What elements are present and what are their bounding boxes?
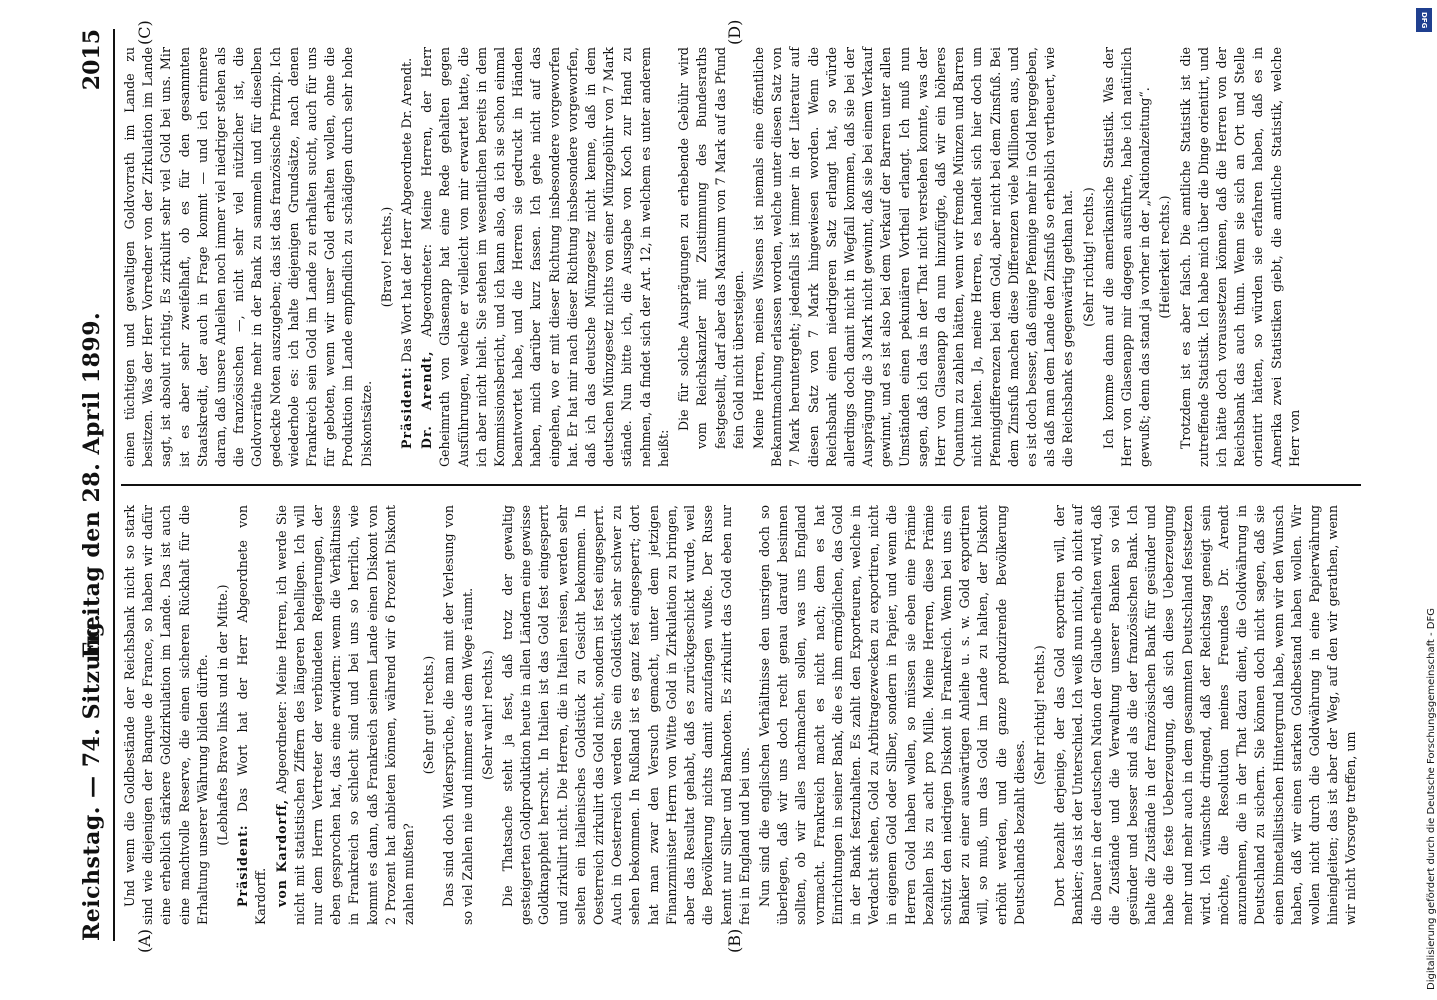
left-column bbox=[121, 505, 1361, 925]
speaker-name: Präsident: bbox=[235, 824, 251, 907]
paragraph: Dort bezahlt derjenige, der das Gold exportiren will, der Bankier; das ist der Unterschied. Ich weiß nun nicht, ob nicht auf die Dauer in der deutschen Nation der Glaube erhalten wird, daß die Zustände und die Verwaltung unserer Banken so viel gesünder und besser sind als die der französischen Bank. Ich halte die Zustände in der französischen Bank für gesünder und habe die feste Ueberzeugung, daß sich diese Ueberzeugung mehr und mehr auch in dem gesammten Deutschland festsetzen wird. Ich wünschte dringend, daß der Reichstag geneigt sein möchte, die Resolution meines Freundes Dr. Arendt anzunehmen, die in der That dazu dient, die Goldwährung in Deutschland zu sichern. Sie können doch nicht sagen, daß sie einen bimetallistischen Hintergrund habe, wenn wir den Wunsch haben, daß wir einen starken Goldbestand haben wollen. Wir wollen nicht durch die Goldwährung in eine Papierwährung hineingleiten; das ist aber der Weg, auf den wir gerathen, wenn wir nicht Vorsorge treffen, um bbox=[1052, 505, 1359, 925]
audience-reaction: (Sehr wahr! rechts.) bbox=[479, 650, 495, 780]
paragraph: Das sind doch Widersprüche, die man mit der Verlesung von so viel Zahlen nie und nimmer aus dem Wege räumt. bbox=[441, 505, 475, 925]
running-head bbox=[73, 29, 115, 941]
paragraph: Ich komme dann auf die amerikanische Statistik. Was der Herr von Glasenapp mir dagegen ausführte, habe ich natürlich gewußt; denn das stand ja vorher in der „Nationalzeitung“. bbox=[1100, 47, 1153, 467]
speaker-name: von Kardorff, bbox=[273, 798, 289, 907]
margin-letter-d: (D) bbox=[725, 19, 744, 45]
paragraph: Abgeordneter: Meine Herren, ich werde Sie nicht mit statistischen Ziffern des längeren behelligen. Ich will nur dem Herrn Vertreter der verbündeten Regierungen, der eben gesprochen hat, das eine erwidern: wenn die Verhältnisse in Frankreich so schlecht sind und bei uns so herrlich, wie kommt es dann, daß Frankreich seinem Lande einen Diskont von 2 Prozent hat anbieten können, während wir 6 Prozent Diskont zahlen mußten? bbox=[273, 505, 417, 925]
audience-reaction: (Sehr gut! rechts.) bbox=[421, 655, 437, 775]
margin-letter-c: (C) bbox=[135, 20, 154, 45]
margin-letter-a: (A) bbox=[135, 928, 154, 953]
page-number: 2015 bbox=[79, 29, 105, 91]
audience-reaction: (Heiterkeit rechts.) bbox=[1157, 195, 1173, 319]
audience-reaction: (Bravo! rechts.) bbox=[378, 206, 394, 308]
header-session: Reichstag. — 74. Sitzung. bbox=[79, 613, 105, 941]
paragraph: Das Wort hat der Herr Abgeordnete Dr. Arendt. bbox=[399, 57, 415, 367]
column-divider bbox=[121, 484, 1361, 486]
speaker-name: Dr. Arendt, bbox=[419, 350, 435, 449]
paragraph: Trotzdem ist es aber falsch. Die amtliche Statistik ist die zutreffende Statistik. Ich habe mich über die Dinge orientirt, und ich hätte doch voraussetzen können, daß die Herren von der Reichsbank das auch thun. Wenn sie sich an Ort und Stelle orientirt hätten, so würden sie erfahren haben, daß es in Amerika zwei Statistiken giebt, die amtliche Statistik, welche Herr von bbox=[1177, 47, 1302, 467]
audience-reaction: (Sehr richtig! rechts.) bbox=[1031, 645, 1047, 785]
speaker-name: Präsident: bbox=[399, 366, 415, 449]
paragraph: Nun sind die englischen Verhältnisse den unsrigen doch so überlegen, daß wir uns doch recht genau darauf besinnen sollten, ob wir alles nachmachen sollen, was uns England vormacht. Frankreich macht es nicht nach; dem es hat Einrichtungen in seiner Bank, die es ihm ermöglichen, das Gold in der Bank festzuhalten. Es zahlt den Exporteuren, welche in Verdacht stehen, Gold zu Arbitragezwecken zu exportiren, nicht in eigenem Gold oder Silber, sondern in Papier, und wenn die Herren Gold haben wollen, so müssen sie eben eine Prämie bezahlen bis zu acht pro Mille. Meine Herren, diese Prämie schützt den niedrigen Diskont in Frankreich. Wenn bei uns ein Bankier zu einer auswärtigen Anleihe u. s. w. Gold exportiren will, so muß, um das Gold im Lande zu halten, der Diskont erhöht werden, und die ganze produzirende Bevölkerung Deutschlands bezahlt dieses. bbox=[756, 505, 1027, 925]
quoted-law-text: Die für solche Ausprägungen zu erhebende Gebühr wird vom Reichskanzler mit Zustimmung des Bundesraths festgestellt, darf aber das Maximum von 7 Mark auf das Pfund fein Gold nicht übersteigen. bbox=[676, 47, 746, 449]
rotated-newspaper-page bbox=[65, 15, 1375, 955]
paragraph: Das Wort hat der Herr Abgeordnete von Kardorff. bbox=[235, 505, 269, 925]
audience-reaction: (Lebhaftes Bravo links und in der Mitte.) bbox=[215, 584, 231, 846]
paragraph: Die Thatsache steht ja fest, daß trotz der gewaltig gesteigerten Goldproduktion heute in allen Ländern eine gewisse Goldknappheit herrscht. In Italien ist das Gold fest eingesperrt und zirkulirt nicht. Die Herren, die in Italien reisen, werden sehr selten ein italienisches Goldstück zu Gesicht bekommen. In Oesterreich zirkulirt das Gold nicht, sondern ist fest eingesperrt. Auch in Oesterreich werden Sie ein Goldstück sehr schwer zu sehen bekommen. In Rußland ist es ganz fest eingesperrt; dort hat man zwar den Versuch gemacht, unter dem jetzigen Finanzminister Herrn von Witte Gold in Zirkulation zu bringen, aber das Resultat gehabt, daß es zurückgeschickt wurde, weil die Bevölkerung nichts damit anzufangen wußte. Der Russe kennt nur Silber und Banknoten. Es zirkulirt das Gold eben nur frei in England und bei uns. bbox=[500, 505, 752, 925]
digitization-credit: Digitalisierung gefördert durch die Deutsche Forschungsgemeinschaft - DFG bbox=[1426, 607, 1437, 990]
paragraph: einen tüchtigen und gewaltigen Goldvorrath im Lande zu besitzen. Was der Herr Vorredner von der Zirkulation im Lande sagt, ist absolut richtig. Es zirkulirt sehr viel Gold bei uns. Mir ist es aber sehr zweifelhaft, ob es für den gesammten Staatskredit, der auch in Frage kommt — und ich erinnere daran, daß unsere Anleihen noch immer viel niedriger stehen als die französischen —, nicht sehr viel nützlicher ist, die Goldvorräthe mehr in der Bank zu sammeln und für dieselben gedeckte Noten auszugeben; das ist das französische Prinzip. Ich wiederhole es: ich halte diejenigen Grundsätze, nach denen Frankreich sein Gold im Lande zu erhalten sucht, auch für uns für geboten, wenn wir unser Gold erhalten wollen, ohne die Produktion im Lande empfindlich zu schädigen durch sehr hohe Diskontsätze. bbox=[122, 47, 374, 467]
paragraph: Abgeordneter: Meine Herren, der Herr Geheimrath von Glasenapp hat eine Rede gehalten gegen Ausführungen, welche er vielleicht von mir erwartet hatte, die ich aber nicht hielt. Sie stehen im wesentlichen bereits in dem Kommissionsbericht, und ich kann also, da ich sie schon einmal beantwortet habe, und die Herren sie gedruckt in Händen haben, mich darüber kurz fassen. Ich gehe nicht auf das eingehen, wo er mit dieser Richtung insbesondere vorgeworfen hat. Er hat mir nach dieser Richtung insbesondere vorgeworfen, daß ich das deutsche Münzgesetz nicht kenne, daß in dem deutschen Münzgesetz nichts von einer Münzgebühr von 7 Mark stände. Nun bitte ich, die Ausgabe von Koch zur Hand zu nehmen, da findet sich der Art. 12, in welchem es unter anderem heißt: bbox=[419, 47, 671, 467]
audience-reaction: (Sehr richtig! rechts.) bbox=[1080, 187, 1096, 327]
right-column bbox=[121, 47, 1361, 467]
paragraph: Meine Herren, meines Wissens ist niemals eine öffentliche Bekanntmachung erlassen worden, welche unter diesen Satz von 7 Mark heruntergeht; jedenfalls ist immer in der Literatur auf diesen Satz von 7 Mark hingewiesen worden. Wenn die Reichsbank einen niedrigeren Satz erlangt hat, so würde allerdings doch damit nicht in Wegfall kommen, daß sie bei der Ausprägung die 3 Mark nicht gewinnt, daß sie bei einem Verkauf gewinnt, und es ist also bei dem Verkauf der Barren unter allen Umständen einen pekuniären Vortheil erlangt. Ich muß nun sagen, daß ich das in der That nicht verstehen konnte, was der Herr von Glasenapp da nun hinzufügte, daß wir ein höheres Quantum zu zahlen hätten, wenn wir fremde Münzen und Barren nicht hielten. Ja, meine Herren, es handelt sich hier doch um Pfennigdifferenzen bei dem Gold, aber nicht bei dem Zinsfuß. Bei dem Zinsfuß machen diese Differenzen viele Millionen aus, und es ist doch besser, daß einige Pfennige mehr in Gold hergegeben, als daß man dem Lande den Zinsfuß so erheblich vertheuert, wie die Reichsbank es gegenwärtig gethan hat. bbox=[750, 47, 1076, 467]
margin-letter-b: (B) bbox=[725, 928, 744, 953]
paragraph: Und wenn die Goldbestände der Reichsbank nicht so stark sind wie diejenigen der Banque de France, so haben wir dafür eine erheblich stärkere Goldzirkulation im Lande. Das ist auch eine machtvolle Reserve, die einen sicheren Rückhalt für die Erhaltung unserer Währung bilden dürfte. bbox=[122, 505, 210, 925]
dfg-logo: DFG bbox=[1416, 8, 1432, 32]
header-date: Freitag den 28. April 1899. bbox=[79, 311, 105, 659]
